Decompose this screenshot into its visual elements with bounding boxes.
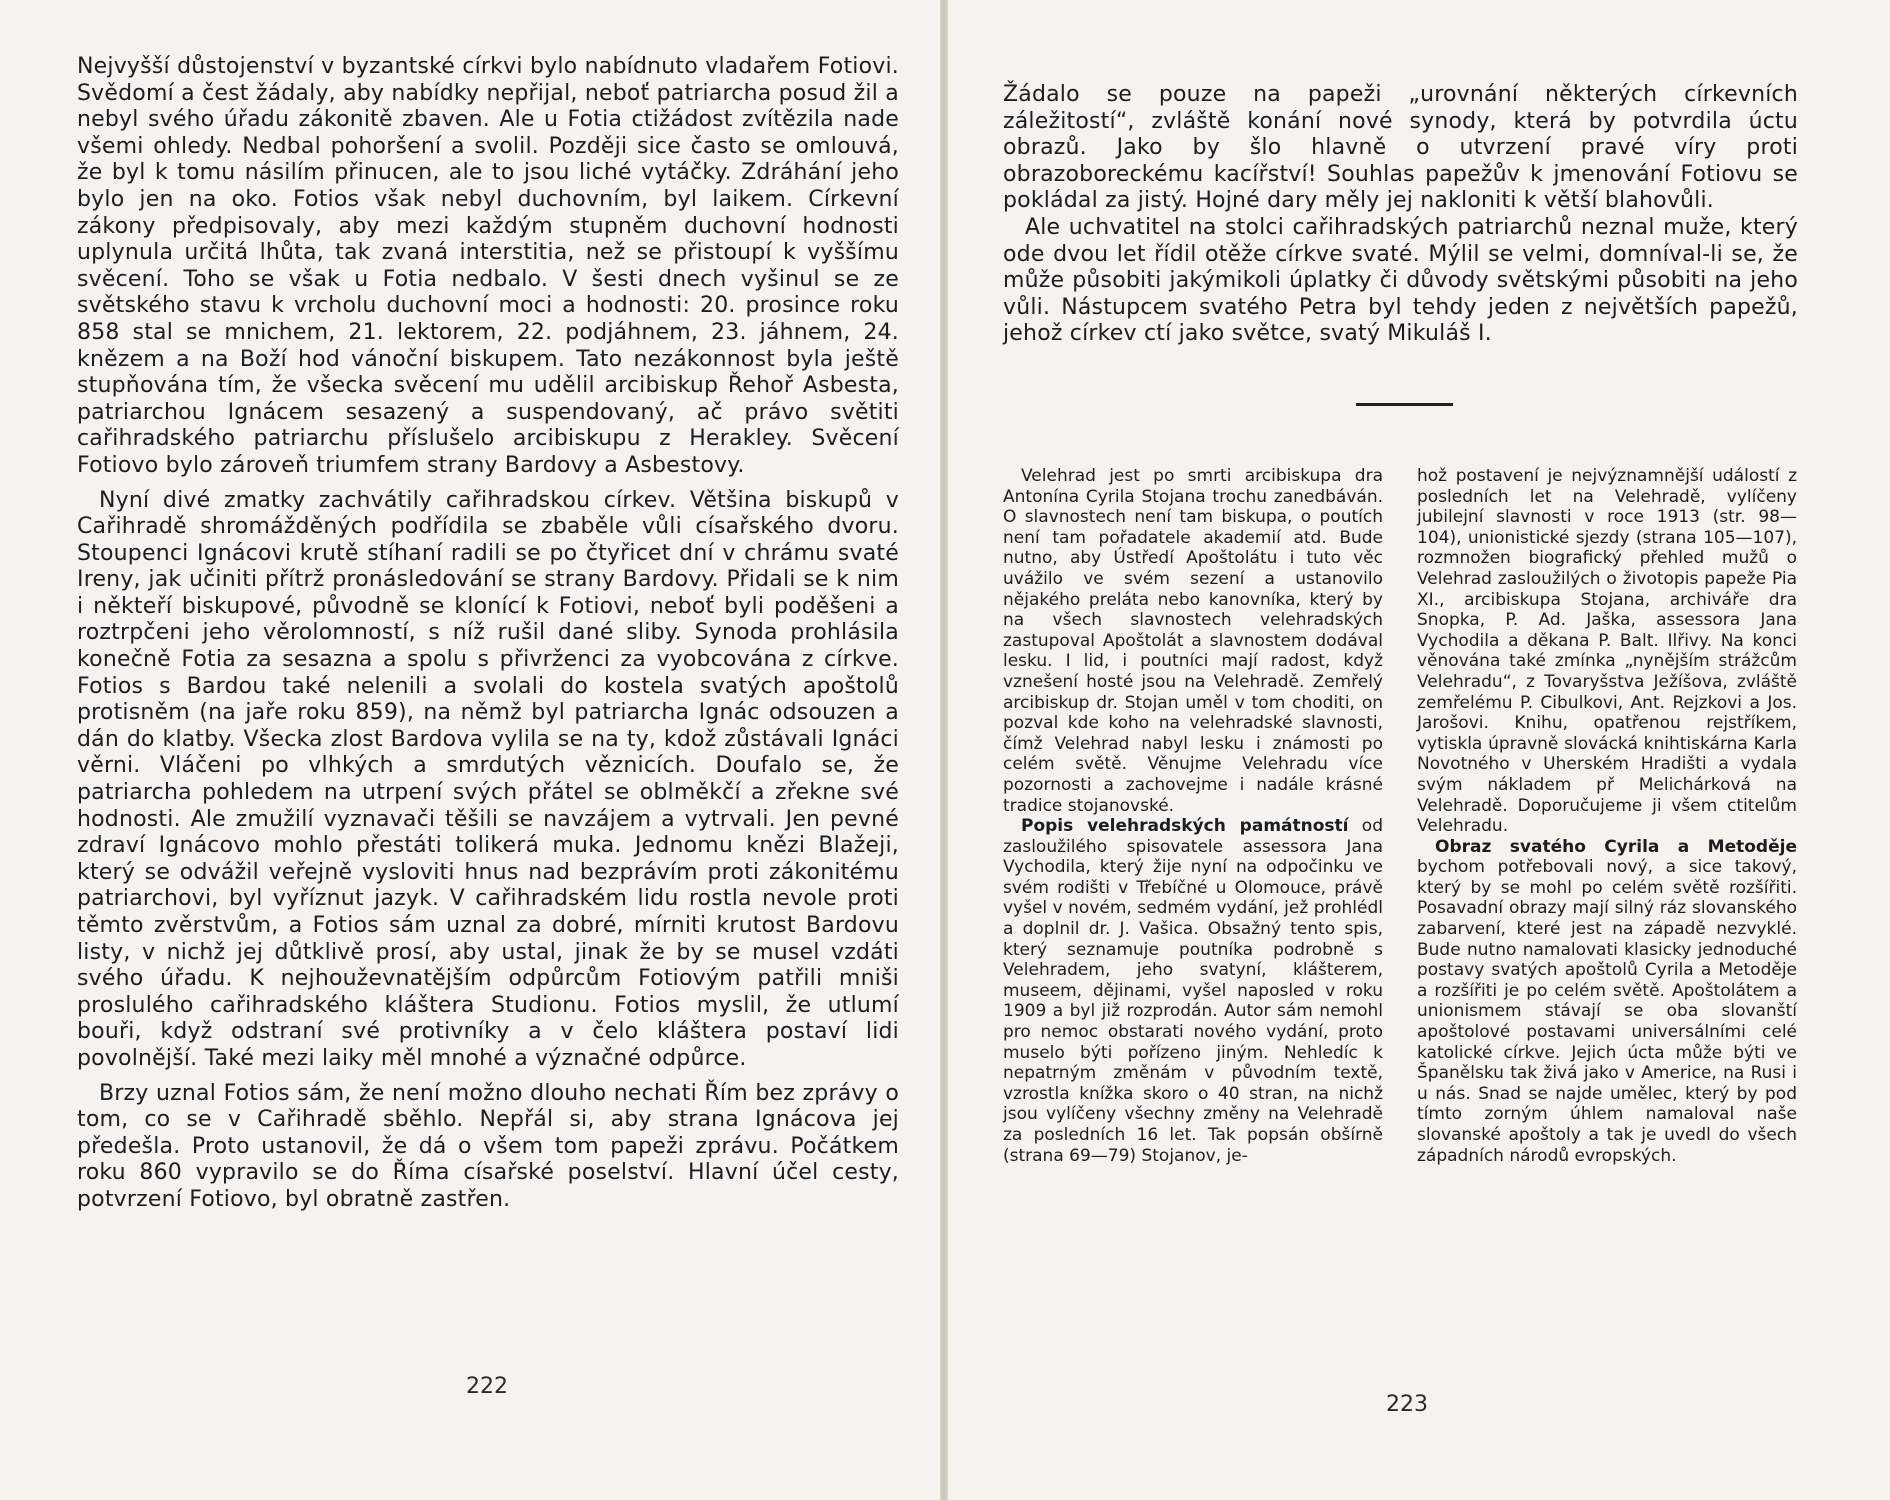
left-page (0, 0, 940, 1500)
right-paragraph-1: Žádalo se pouze na papeži „urovnání některých církevních záležitostí“, zvláště konání nové synody, která by potvrdila úctu obrazů. Jako by šlo hlavně o utvrzení pravé víry proti obrazoboreckému kacířství! Souhlas papežův k jmenování Fotiovu se pokládal za jistý. Hojné dary měly jej nakloniti k větší blahovůli. (1003, 82, 1798, 214)
book-gutter (940, 0, 948, 1500)
right-page-text (1003, 82, 1798, 348)
page-number-right: 223 (1386, 1392, 1428, 1417)
notes-column-right (1417, 466, 1797, 1166)
note-popis (1003, 816, 1383, 1166)
note-popis-lead: Popis velehradských památností (1021, 816, 1349, 837)
note-popis-continued (1417, 466, 1797, 837)
left-paragraph-1: Nejvyšší důstojenství v byzantské církvi bylo nabídnuto vladařem Fotiovi. Svědomí a čest žádaly, aby nabídky nepřijal, neboť patriarcha posud žil a nebyl svého úřadu zákonitě zbaven. Ale u Fotia ctižádost zvítězila nade všemi ohledy. Nedbal pohoršení a svolil. Později sice často se omlouvá, že byl k tomu násilím přinucen, ale to jsou liché vytáčky. Zdráhání jeho bylo jen na oko. Fotios však nebyl duchovním, byl laikem. Církevní zákony předpisovaly, aby mezi každým stupněm duchovní hodnosti uplynula určitá lhůta, tak zvaná interstitia, než se přistoupí k vyššímu svěcení. Toho se však u Fotia nedbalo. V šesti dnech vyšinul se ze světského stavu k vrcholu duchovní moci a hodnosti: 20. prosince roku 858 stal se mnichem, 21. lektorem, 22. podjáhnem, 23. jáhnem, 24. knězem a na Boží hod vánoční biskupem. Tato nezákonnost byla ještě stupňována tím, že všecka svěcení mu udělil arcibiskup Řehoř Asbesta, patriarchou Ignácem sesazený a suspendovaný, ač právo světiti cařihradského patriarchu příslušelo arcibiskupu z Herakley. Svěcení Fotiovo bylo zároveň triumfem strany Bardovy a Asbestovy. (77, 54, 899, 478)
section-divider (1356, 403, 1453, 406)
left-paragraph-3: Brzy uznal Fotios sám, že není možno dlouho nechati Řím bez zprávy o tom, co se v Cařihradě sběhlo. Nepřál si, aby strana Ignácova jej předešla. Proto ustanovil, že dá o všem tom papeži zprávu. Počátkem roku 860 vypravilo se do Říma císařské poselství. Hlavní účel cesty, potvrzení Fotiovo, byl obratně zastřen. (77, 1080, 899, 1212)
page-number-left: 222 (466, 1374, 508, 1399)
right-paragraph-2: Ale uchvatitel na stolci cařihradských patriarchů neznal muže, který ode dvou let řídil otěže církve svaté. Mýlil se velmi, domníval-li se, že může působiti jakýmikoli úplatky či důvody světskými působiti na jeho vůli. Nástupcem svatého Petra byl tehdy jeden z největších papežů, jehož církev ctí jako světce, svatý Mikuláš I. (1003, 214, 1798, 347)
note-obraz-lead: Obraz svatého Cyrila a Metoděje (1435, 836, 1797, 857)
notes-column-left (1003, 466, 1383, 1166)
note-obraz (1417, 837, 1797, 1167)
left-page-text (77, 54, 899, 1222)
note-obraz-text: bychom potřebovali nový, a sice takový, který by se mohl po celém světě rozšířiti. Posavadní obrazy mají silný ráz slovanského zabarvení, které jest na západě nezvyklé. Bude nutno namalovati klasicky jednoduché postavy svatých apoštolů Cyrila a Metoděje a rozšířiti je po celém světě. Apoštolátem a unionismem stávají se oba slovanští apoštolové postavami universálními celé katolické církve. Jejich úcta může býti ve Španělsku tak živá jako v Americe, na Rusi i u nás. Snad se najde umělec, který by pod tímto zorným úhlem namaloval naše slovanské apoštoly a tak je uvedl do všech západních národů evropských. (1417, 857, 1797, 1166)
note-popis-text: od zasloužilého spisovatele assessora Jana Vychodila, který žije nyní na odpočinku ve svém rodišti v Třebíčné u Olomouce, právě vyšel v novém, sedmém vydání, jež prohlédl a doplnil dr. J. Vašica. Obsažný tento spis, který seznamuje poutníka podrobně s Velehradem, jeho svatyní, klášterem, museem, dějinami, vyšel naposled v roku 1909 a byl již rozprodán. Autor sám nemohl pro nemoc obstarati nového vydání, proto muselo býti pořízeno jiným. Nehledíc k nepatrným změnám v původním textě, vzrostla knížka skoro o 40 stran, na nichž jsou vylíčeny všechny změny na Velehradě za posledních 16 let. Tak popsán obšírně (strana 69—79) Stojanov, je- (1003, 816, 1383, 1166)
left-paragraph-2: Nyní divé zmatky zachvátily cařihradskou církev. Většina biskupů v Cařihradě shromážděných podřídila se zbaběle vůli císařského dvoru. Stoupenci Ignácovi krutě stíhaní radili se po čtyřicet dní v chrámu svaté Ireny, jak učiniti přítrž pronásledování se strany Bardovy. Přidali se k nim i někteří biskupové, původně se klonící k Fotiovi, neboť byli poděšeni a roztrpčeni jeho věrolomností, s níž rušil dané sliby. Synoda prohlásila konečně Fotia za sesazna a spolu s přivrženci za vyobcována z církve. Fotios s Bardou také nelenili a svolali do kostela svatých apoštolů protisněm (na jaře roku 859), na němž byl patriarcha Ignác odsouzen a dán do klatby. Všecka zlost Bardova vylila se na ty, kdož zůstávali Ignáci věrni. Vláčeni po vlhkých a smrdutých věznicích. Doufalo se, že patriarcha pohledem na utrpení svých přátel se oblměkčí a zřekne své hodnosti. Ale zmužilí vyznavači těšili se navzájem a vytrvali. Jen pevné zdraví Ignácovo mohlo přestáti tolikerá muka. Jednomu knězi Blažeji, který se odvážil veřejně vysloviti hnus nad bezprávím proti zákonitému patriarchovi, byl vyříznut jazyk. V cařihradském lidu rostla nevole proti těmto zvěrstvům, a Fotios sám uznal za dobré, mírniti krutost Bardovu listy, v nichž jej důtklivě prosí, aby ustal, jinak že by se musel vzdáti svého úřadu. K nejhouževnatějším odpůrcům Fotiovým patřili mniši proslulého cařihradského kláštera Studionu. Fotios myslil, že utlumí bouři, když odstraní své protivníky a v čelo kláštera postaví lidi povolnější. Také mezi laiky měl mnohé a význačné odpůrce. (77, 487, 899, 1071)
note-velehrad-text: Velehrad jest po smrti arcibiskupa dra Antonína Cyrila Stojana trochu zanedbáván. O slavnostech není tam biskupa, o poutích není tam pořadatele akademií atd. Bude nutno, aby Ústředí Apoštolátu i tuto věc uvážilo ve svém sezení a ustanovilo nějakého preláta nebo kanovníka, který by na všech slavnostech velehradských zastupoval Apoštolát a slavnostem dodával lesku. I lid, i poutníci mají radost, když vznešení hosté jsou na Velehradě. Zemřelý arcibiskup dr. Stojan uměl v tom choditi, on pozval kde koho na velehradské slavnosti, čímž Velehrad nabyl lesku i známosti po celém světě. Věnujme Velehradu více pozornosti a zachovejme i nadále krásné tradice stojanovské. (1003, 466, 1383, 816)
note-popis-continued-text: hož postavení je nejvýznamnější událostí z posledních let na Velehradě, vylíčeny jubilejní slavnosti v roce 1913 (str. 98—104), unionistické sjezdy (strana 105—107), rozmnožen biografický přehled mužů o Velehrad zasloužilých o životopis papeže Pia XI., arcibiskupa Stojana, archiváře dra Snopka, P. Ad. Jaška, assessora Jana Vychodila a děkana P. Balt. Ilřivy. Na konci věnována také zmínka „nynějším strážcům Velehradu“, z Tovaryšstva Ježíšova, zvláště zemřelému P. Cibulkovi, Ant. Rejzkovi a Jos. Jarošovi. Knihu, opatřenou rejstříkem, vytiskla úpravně slovácká knihtiskárna Karla Novotného v Uherském Hradišti a vydala svým nákladem př Melichárková na Velehradě. Doporučujeme ji všem ctitelům Velehradu. (1417, 466, 1797, 837)
note-velehrad (1003, 466, 1383, 816)
